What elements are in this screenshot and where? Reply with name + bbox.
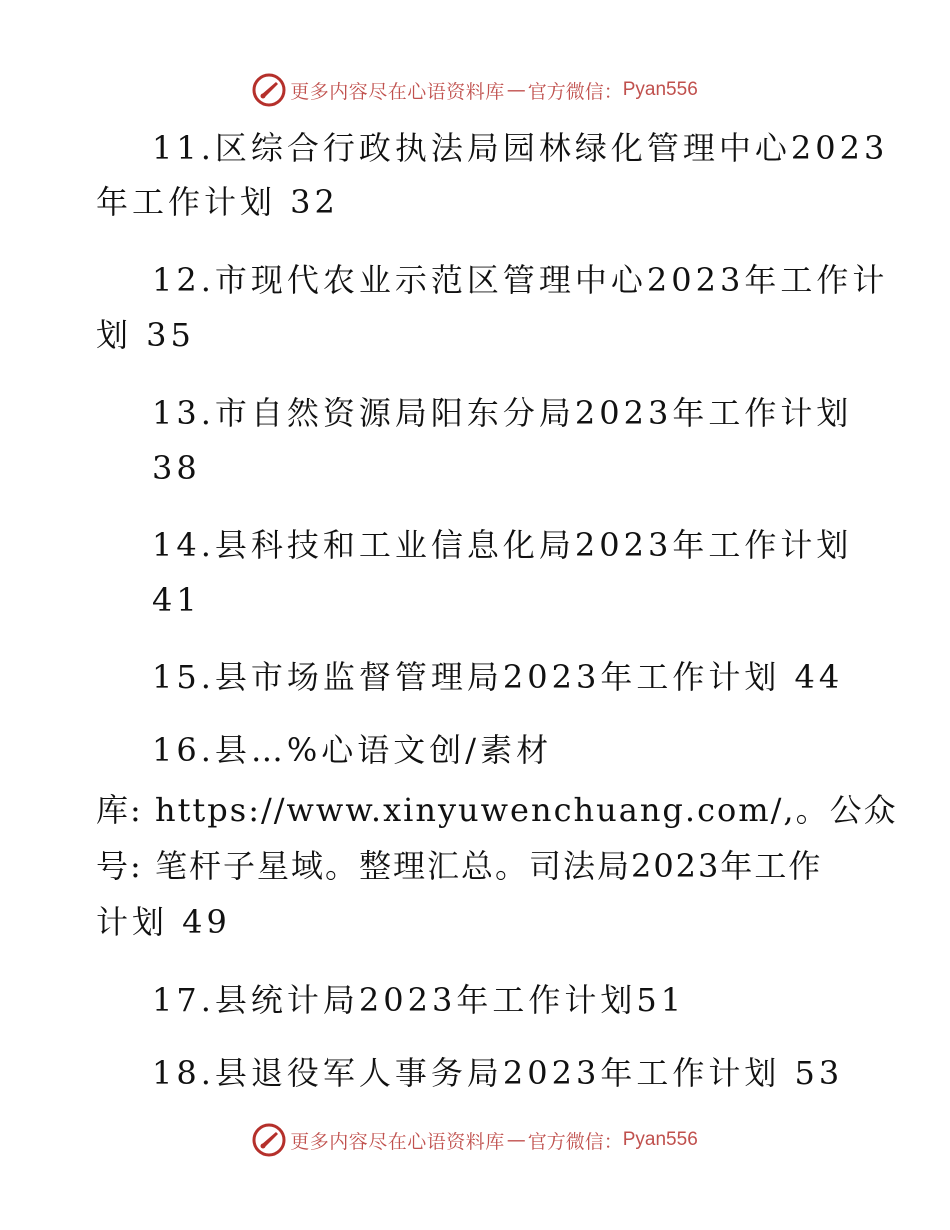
toc-entry-line: 年工作计划 32 [96,183,339,221]
toc-entry-line: 计划 49 [96,903,231,941]
toc-entry-line: 13.市自然资源局阳东分局2023年工作计划 [152,394,853,432]
watermark-wechat-id: Pyan556 [622,79,698,100]
watermark-dash: — [506,1129,526,1151]
watermark-footer [0,1120,950,1160]
toc-entry-line: 库: https://www.xinyuwenchuang.com/,。公众 [96,791,898,829]
toc-entry-line: 16.县…%心语文创/素材 [152,731,553,769]
toc-entry-line: 18.县退役军人事务局2023年工作计划 53 [152,1054,844,1092]
toc-entry-line: 38 [152,449,201,487]
toc-entry-line: 11.区综合行政执法局园林绿化管理中心2023 [152,129,889,167]
toc-entry-line: 14.县科技和工业信息化局2023年工作计划 [152,526,853,564]
watermark-label: 官方微信： [527,1130,623,1153]
watermark-header [0,70,950,110]
watermark-dash: — [506,79,526,101]
toc-entry-line: 12.市现代农业示范区管理中心2023年工作计 [152,261,889,299]
toc-entry-line: 41 [152,581,201,619]
brand-logo-icon [252,1123,286,1157]
toc-entry-line: 15.县市场监督管理局2023年工作计划 44 [152,658,844,696]
watermark-text: 更多内容尽在心语资料库 [290,80,505,103]
watermark-label: 官方微信： [527,80,623,103]
toc-entry-line: 17.县统计局2023年工作计划51 [152,981,686,1019]
toc-entry-line: 号: 笔杆子星域。整理汇总。司法局2023年工作 [96,847,823,885]
brand-logo-icon [252,73,286,107]
watermark-text: 更多内容尽在心语资料库 [290,1130,505,1153]
toc-entry-line: 划 35 [96,316,195,354]
watermark-wechat-id: Pyan556 [622,1129,698,1150]
